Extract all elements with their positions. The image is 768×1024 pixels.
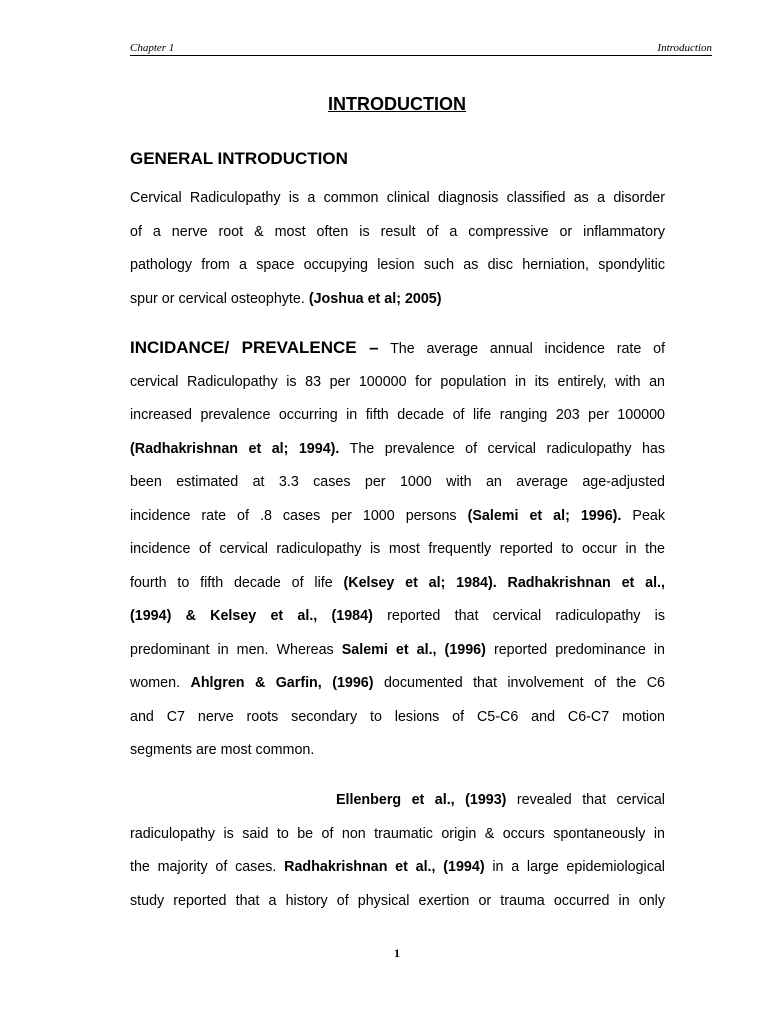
text-line: incidence rate of .8 cases per 1000 persons (Salemi et al; 1996). Peak	[130, 507, 665, 524]
text-line: the majority of cases. Radhakrishnan et al., (1994) in a large epidemiological	[130, 859, 665, 875]
text-line: predominant in men. Whereas Salemi et al., (1996) reported predominance in	[130, 641, 665, 658]
citation: (Radhakrishnan et al; 1994).	[130, 440, 340, 457]
text-line: pathology from a space occupying lesion such as disc herniation, spondylitic	[130, 257, 665, 273]
citation: (Kelsey et al; 1984). Radhakrishnan et al.,	[343, 574, 665, 591]
text-line: been estimated at 3.3 cases per 1000 with an average age-adjusted	[130, 474, 665, 490]
text-line: fourth to fifth decade of life (Kelsey et al; 1984). Radhakrishnan et al.,	[130, 574, 665, 591]
text-line: INCIDANCE/ PREVALENCE – The average annual incidence rate of	[130, 338, 666, 357]
citation: Radhakrishnan et al., (1994)	[284, 859, 485, 875]
text-line: radiculopathy is said to be of non traumatic origin & occurs spontaneously in	[130, 825, 665, 842]
citation: (Salemi et al; 1996).	[467, 507, 622, 524]
text-line: (Radhakrishnan et al; 1994). The prevalence of cervical radiculopathy has	[130, 440, 665, 457]
citation: (Joshua et al; 2005)	[308, 290, 442, 307]
text-line: (1994) & Kelsey et al., (1984) reported that cervical radiculopathy is	[130, 608, 665, 624]
section-heading: GENERAL INTRODUCTION	[130, 149, 348, 168]
text-line: spur or cervical osteophyte. (Joshua et al; 2005)	[130, 290, 442, 307]
citation: Ellenberg et al., (1993)	[336, 792, 507, 808]
running-header	[130, 41, 712, 56]
text-line: study reported that a history of physical exertion or trauma occurred in only	[130, 892, 665, 909]
text-line: Cervical Radiculopathy is a common clinical diagnosis classified as a disorder	[130, 190, 665, 206]
text-line: women. Ahlgren & Garfin, (1996) documented that involvement of the C6	[130, 675, 665, 691]
paragraph-incidence-prevalence	[130, 338, 665, 774]
page-number: 1	[394, 946, 400, 960]
inline-heading: INCIDANCE/ PREVALENCE –	[130, 338, 379, 357]
text-line: of a nerve root & most often is result of a compressive or inflammatory	[130, 223, 665, 240]
text-line: increased prevalence occurring in fifth decade of life ranging 203 per 100000	[130, 407, 665, 423]
header-section: Introduction	[657, 42, 712, 54]
text-line: cervical Radiculopathy is 83 per 100000 for population in its entirely, with an	[130, 373, 665, 390]
text-line: Ellenberg et al., (1993) revealed that cervical	[336, 792, 665, 808]
text-line: incidence of cervical radiculopathy is most frequently reported to occur in the	[130, 541, 665, 557]
page-title: INTRODUCTION	[328, 94, 466, 114]
text-line: segments are most common.	[130, 742, 315, 758]
header-chapter: Chapter 1	[130, 42, 175, 54]
paragraph-general-introduction	[130, 188, 665, 322]
paragraph-ellenberg	[130, 790, 665, 924]
citation: Salemi et al., (1996)	[341, 641, 486, 658]
citation: Ahlgren & Garfin, (1996)	[190, 675, 374, 691]
citation: (1994) & Kelsey et al., (1984)	[130, 608, 373, 624]
text-line: and C7 nerve roots secondary to lesions of C5-C6 and C6-C7 motion	[130, 708, 665, 725]
